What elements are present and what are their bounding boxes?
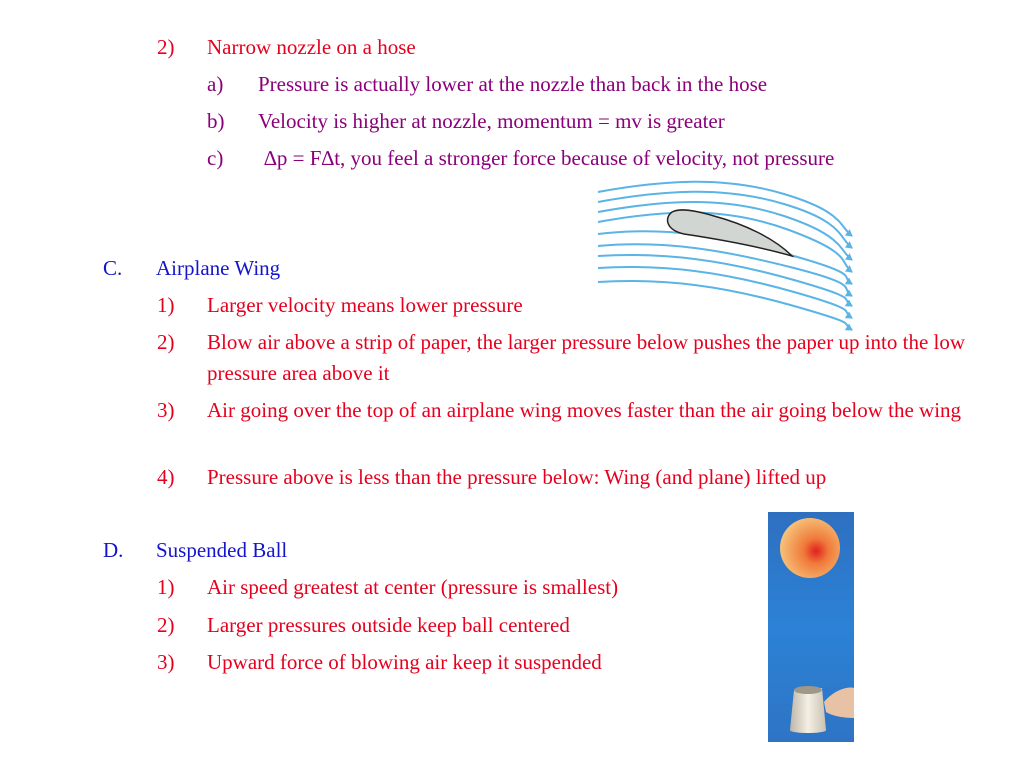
section-heading: Airplane Wing (156, 256, 281, 280)
item-number: 3) (157, 650, 175, 674)
item-number: 1) (157, 575, 175, 599)
list-item: Upward force of blowing air keep it suspended (207, 650, 602, 674)
nozzle-opening (794, 686, 822, 694)
section-heading: Suspended Ball (156, 538, 288, 562)
list-item: Larger pressures outside keep ball centered (207, 613, 570, 637)
streamline (598, 244, 852, 296)
subitem: ∆p = F∆t, you feel a stronger force because of velocity, not pressure (264, 146, 835, 170)
wing-shape (668, 210, 792, 256)
item-number: 2) (157, 35, 175, 59)
subitem: Velocity is higher at nozzle, momentum = mv is greater (258, 109, 725, 133)
subitem-letter: a) (207, 72, 224, 96)
subitem-letter: c) (207, 146, 224, 170)
streamline (598, 281, 852, 330)
item-number: 2) (157, 613, 175, 637)
subitem-letter: b) (207, 109, 225, 133)
list-item: Air speed greatest at center (pressure is smallest) (207, 575, 619, 599)
list-item: Blow air above a strip of paper, the larger pressure below pushes the paper up into the low pressure area above it (207, 330, 966, 385)
item-number: 3) (157, 398, 175, 422)
streamline (598, 267, 852, 318)
blower-nozzle (790, 688, 826, 733)
list-item: Pressure above is less than the pressure below: Wing (and plane) lifted up (207, 465, 827, 489)
list-item: Larger velocity means lower pressure (207, 293, 523, 317)
item-number: 1) (157, 293, 175, 317)
airfoil-streamline-diagram (594, 176, 864, 336)
item-number: 4) (157, 465, 175, 489)
suspended-ball-photo (768, 512, 854, 742)
section-letter: D. (103, 538, 124, 562)
list-item: Air going over the top of an airplane wing moves faster than the air going below the wing (207, 398, 962, 422)
subitem: Pressure is actually lower at the nozzle than back in the hose (258, 72, 768, 96)
section-letter: C. (103, 256, 123, 280)
streamlines (598, 182, 852, 330)
list-item: Narrow nozzle on a hose (207, 35, 416, 59)
ball (780, 518, 840, 578)
item-number: 2) (157, 330, 175, 354)
